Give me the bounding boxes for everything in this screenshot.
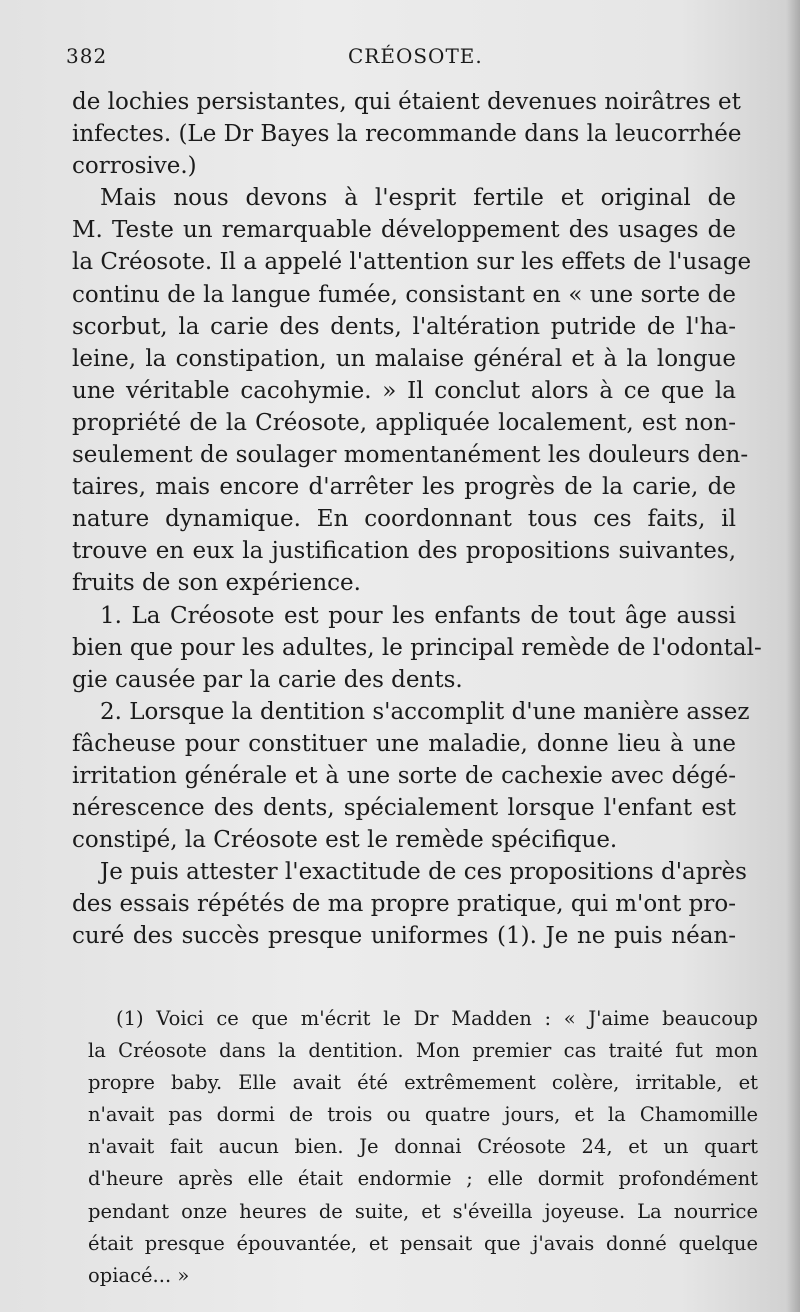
- footnote-line: d'heure après elle était endormie ; elle dormit profondément: [88, 1167, 758, 1191]
- text-line: trouve en eux la justification des propositions suivantes,: [72, 538, 736, 565]
- text-line: fruits de son expérience.: [72, 570, 361, 597]
- text-line: continu de la langue fumée, consistant en « une sorte de: [72, 281, 736, 308]
- text-line: infectes. (Le Dr Bayes la recommande dans la leucorrhée: [72, 121, 742, 148]
- footnote-line: était presque épouvantée, et pensait que j'avais donné quelque: [88, 1231, 758, 1255]
- text-line: de lochies persistantes, qui étaient devenues noirâtres et: [72, 89, 741, 115]
- running-title: CRÉOSOTE.: [348, 44, 483, 68]
- text-line: nature dynamique. En coordonnant tous ces faits, il: [72, 506, 736, 533]
- text-line: Je puis attester l'exactitude de ces propositions d'après: [100, 859, 747, 886]
- footnote-line: n'avait pas dormi de trois ou quatre jours, et la Chamomille: [88, 1103, 758, 1127]
- text-line: constipé, la Créosote est le remède spécifique.: [72, 827, 618, 854]
- text-line: la Créosote. Il a appelé l'attention sur les effets de l'usage: [72, 249, 752, 276]
- footnote-line: propre baby. Elle avait été extrêmement colère, irritable, et: [88, 1071, 758, 1095]
- text-line: bien que pour les adultes, le principal remède de l'odontal-: [72, 634, 762, 661]
- text-line: M. Teste un remarquable développement des usages de: [72, 217, 736, 244]
- text-line: propriété de la Créosote, appliquée localement, est non-: [72, 409, 736, 436]
- footnote-line: la Créosote dans la dentition. Mon premier cas traité fut mon: [88, 1039, 758, 1063]
- text-line: 1. La Créosote est pour les enfants de tout âge aussi: [100, 602, 736, 629]
- text-line: fâcheuse pour constituer une maladie, donne lieu à une: [72, 730, 736, 757]
- footnote-line: n'avait fait aucun bien. Je donnai Créosote 24, et un quart: [88, 1135, 758, 1159]
- text-line: scorbut, la carie des dents, l'altération putride de l'ha-: [72, 313, 736, 340]
- text-line: nérescence des dents, spécialement lorsque l'enfant est: [72, 795, 736, 822]
- page-header: [66, 44, 740, 74]
- footnote-line: (1) Voici ce que m'écrit le Dr Madden : « J'aime beaucoup: [116, 1007, 758, 1030]
- text-line: des essais répétés de ma propre pratique, qui m'ont pro-: [72, 891, 736, 918]
- text-line: une véritable cacohymie. » Il conclut alors à ce que la: [72, 377, 736, 404]
- text-line: leine, la constipation, un malaise général et à la longue: [72, 345, 736, 372]
- text-line: corrosive.): [72, 153, 197, 180]
- text-line: seulement de soulager momentanément les douleurs den-: [72, 442, 749, 469]
- text-line: taires, mais encore d'arrêter les progrès de la carie, de: [72, 474, 736, 501]
- footnote-line: pendant onze heures de suite, et s'éveilla joyeuse. La nourrice: [88, 1199, 758, 1223]
- text-line: curé des succès presque uniformes (1). Je ne puis néan-: [72, 923, 736, 950]
- text-line: irritation générale et à une sorte de cachexie avec dégé-: [72, 762, 736, 789]
- page-number: 382: [66, 44, 108, 68]
- footnote-line: opiacé... »: [88, 1263, 190, 1287]
- text-line: Mais nous devons à l'esprit fertile et original de: [100, 185, 736, 212]
- text-line: gie causée par la carie des dents.: [72, 666, 463, 693]
- footnote: [88, 1005, 758, 1294]
- page-edge-shadow: [786, 0, 800, 1312]
- body-text: [72, 86, 762, 953]
- text-line: 2. Lorsque la dentition s'accomplit d'une manière assez: [100, 698, 750, 725]
